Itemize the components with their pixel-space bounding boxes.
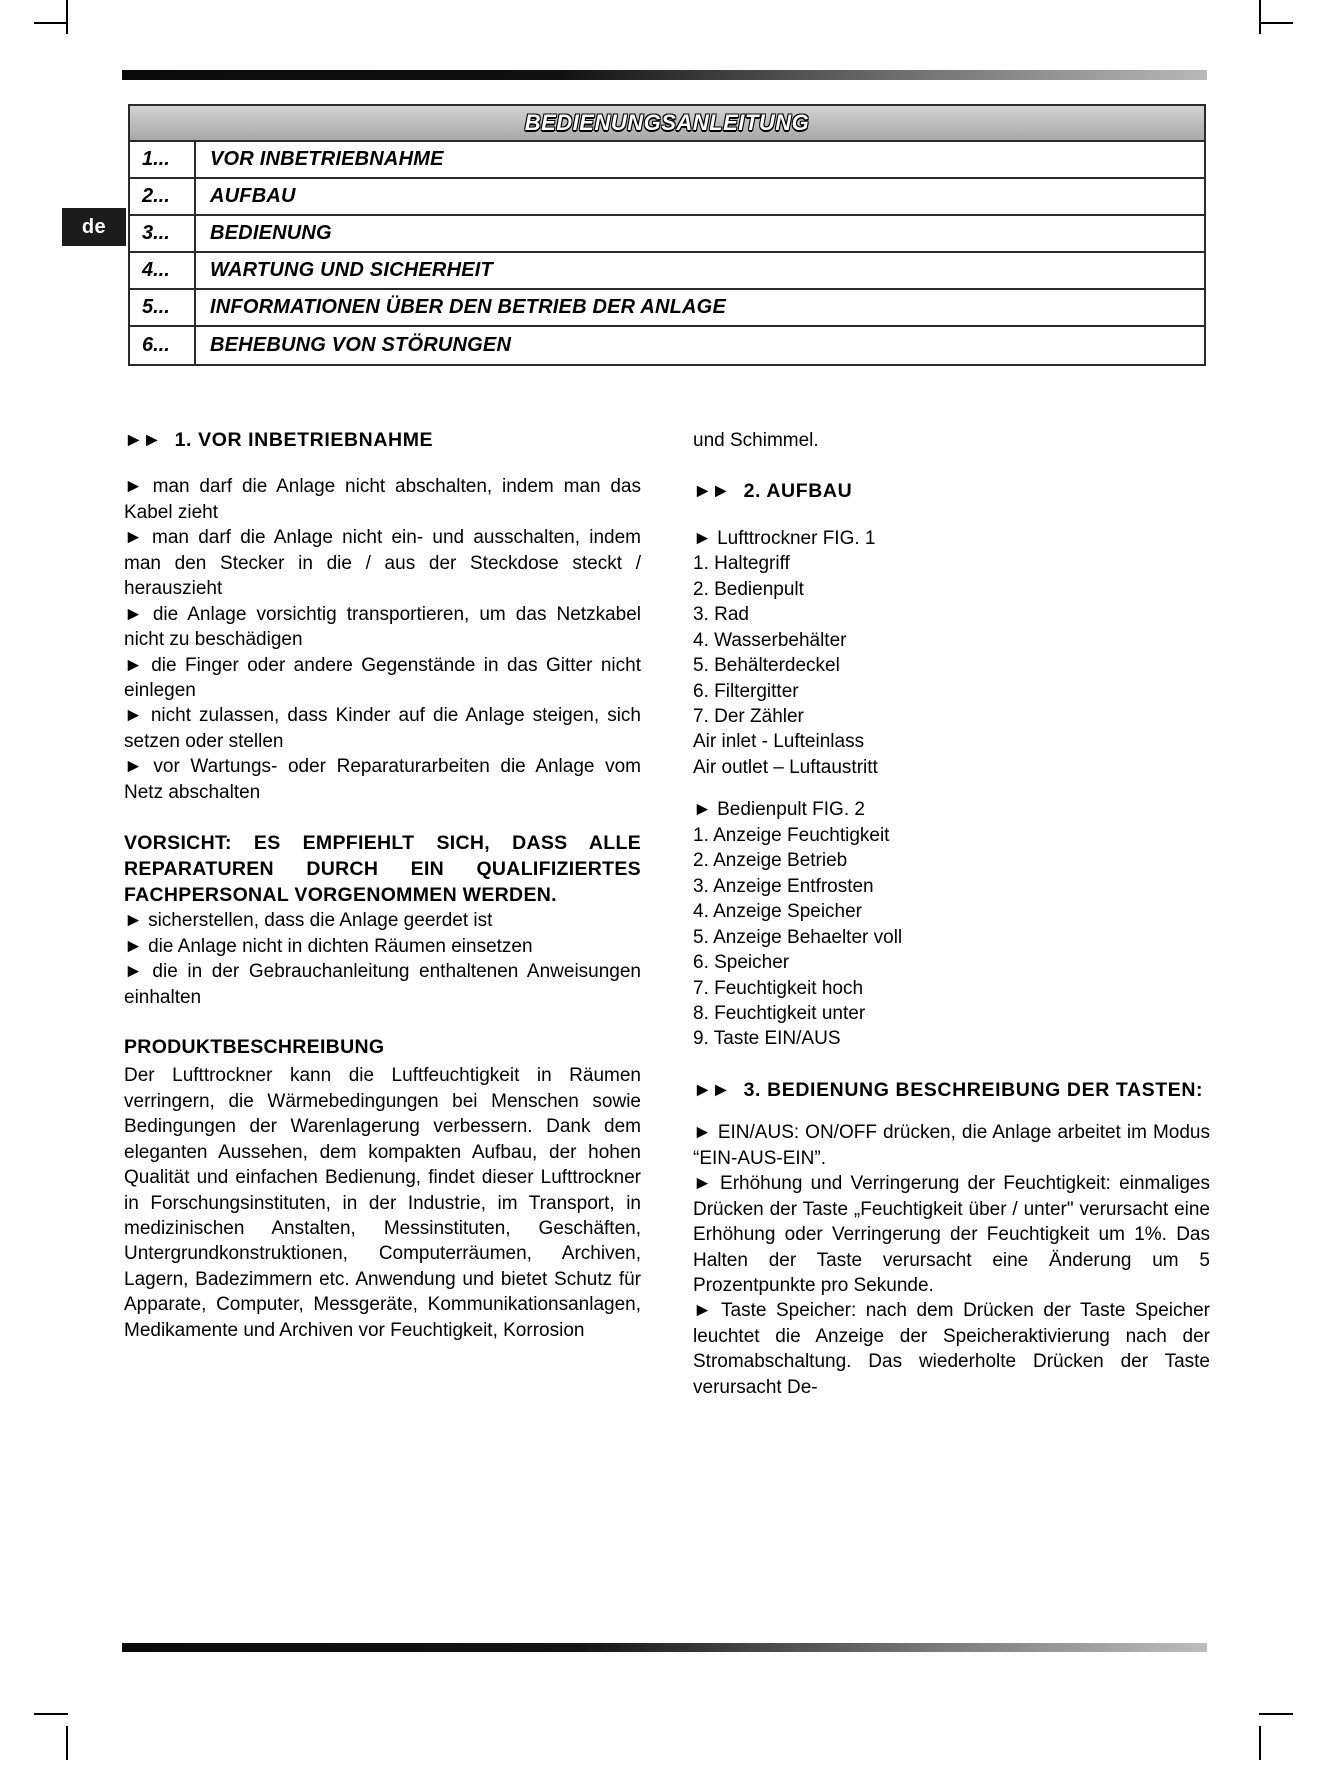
crop-mark-bottom-left-v [66, 1726, 68, 1760]
table-of-contents [128, 104, 1206, 366]
list-item: Air outlet – Luftaustritt [693, 756, 878, 778]
toc-row-label: VOR INBETRIEBNAHME [210, 148, 444, 170]
toc-row-number: 3... [130, 216, 196, 251]
bullet-item: ► Taste Speicher: nach dem Drücken der Taste Speicher leuchtet die Anzeige der Speicheraktivierung nach der Stromabschaltung. Das wiederholte Drücken der Taste verursacht De- [693, 1300, 1210, 1398]
section-heading-2-text: 2. AUFBAU [743, 480, 853, 503]
crop-mark-top-left-v [66, 0, 68, 34]
list-item: 8. Feuchtigkeit unter [693, 1002, 866, 1024]
caution-notice: VORSICHT: ES EMPFIEHLT SICH, DASS ALLE REPARATUREN DURCH EIN QUALIFIZIERTES FACHPERSONAL VORGENOMMEN WERDEN. [124, 832, 641, 906]
list-item: 2. Anzeige Betrieb [693, 850, 848, 872]
list-item: 5. Behälterdeckel [693, 655, 840, 677]
bullet-item: ► die Finger oder andere Gegenstände in das Gitter nicht einlegen [124, 654, 641, 701]
table-row [130, 327, 1204, 364]
list-item: 5. Anzeige Behaelter voll [693, 926, 903, 948]
crop-mark-top-right-h [1259, 22, 1293, 24]
toc-row-label: BEHEBUNG VON STÖRUNGEN [210, 334, 512, 356]
left-column [124, 428, 641, 1400]
spacer [124, 1010, 641, 1036]
list-item: 1. Haltegriff [693, 553, 790, 575]
list-item: 2. Bedienpult [693, 578, 804, 600]
product-description-text: Der Lufttrockner kann die Luftfeuchtigkeit in Räumen verringern, die Wärmebedingungen bei Menschen sowie Bedingungen der Warenlagerung verbessern. Dank dem eleganten Aussehen, dem kompakten Aufbau, der hohen Qualität und einfachen Bedienung, findet dieser Lufttrockner in Forschungsinstituten, in der Industrie, im Transport, in medizinischen Anstalten, Messinstituten, Geschäften, Untergrundkonstruktionen, Computerräumen, Archiven, Lagern, Badezimmern etc. Anwendung und bietet Schutz für Apparate, Computer, Messgeräte, Kommunikationsanlagen, Medikamente und Archiven vor Feuchtigkeit, Korrosion [124, 1065, 641, 1341]
body-columns [124, 428, 1210, 1400]
table-row [130, 253, 1204, 290]
toc-row-label: BEDIENUNG [210, 222, 332, 244]
product-description-heading: PRODUKTBESCHREIBUNG [124, 1036, 385, 1059]
bullet-item: ► man darf die Anlage nicht ein- und ausschalten, indem man den Stecker in die / aus der Steckdose steckt / herauszieht [124, 527, 641, 600]
list-item: 6. Filtergitter [693, 680, 799, 702]
bullet-item: ► sicherstellen, dass die Anlage geerdet ist [124, 910, 493, 932]
crop-mark-top-right-v [1259, 0, 1261, 34]
list-item: Air inlet - Lufteinlass [693, 731, 865, 753]
toc-row-number: 2... [130, 179, 196, 214]
toc-row-number: 1... [130, 142, 196, 177]
fig1-title: ► Lufttrockner FIG. 1 [693, 527, 876, 549]
bullet-item: ► vor Wartungs- oder Reparaturarbeiten die Anlage vom Netz abschalten [124, 756, 641, 803]
list-item: 1. Anzeige Feuchtigkeit [693, 824, 890, 846]
bullet-item: ► die Anlage vorsichtig transportieren, um das Netzkabel nicht zu beschädigen [124, 603, 641, 651]
table-row [130, 216, 1204, 253]
arrow-marker-icon: ►► [693, 1078, 730, 1101]
spacer [693, 780, 1210, 797]
spacer [693, 1052, 1210, 1078]
spacer [124, 805, 641, 831]
section-heading-1 [124, 428, 641, 452]
list-item: 7. Feuchtigkeit hoch [693, 977, 864, 999]
footer-rule [122, 1643, 1207, 1652]
list-item: 3. Rad [693, 604, 749, 626]
list-item: 7. Der Zähler [693, 706, 804, 727]
bullet-item: ► die in der Gebrauchanleitung enthaltenen Anweisungen einhalten [124, 961, 641, 1008]
toc-row-label: WARTUNG UND SICHERHEIT [210, 259, 493, 281]
bullet-item: ► EIN/AUS: ON/OFF drücken, die Anlage arbeitet im Modus “EIN-AUS-EIN”. [693, 1122, 1210, 1169]
language-tab: de [62, 208, 126, 246]
bullet-item: ► die Anlage nicht in dichten Räumen einsetzen [124, 935, 533, 957]
right-column [693, 428, 1210, 1400]
toc-row-number: 6... [130, 327, 196, 364]
section-heading-3 [693, 1078, 1210, 1102]
toc-row-label: INFORMATIONEN ÜBER DEN BETRIEB DER ANLAGE [210, 296, 726, 318]
table-row [130, 142, 1204, 179]
continuation-text: und Schimmel. [693, 430, 819, 451]
section-heading-3-text: 3. BEDIENUNG BESCHREIBUNG DER TASTEN: [743, 1078, 1204, 1101]
toc-row-number: 4... [130, 253, 196, 288]
toc-row-label: AUFBAU [210, 185, 296, 207]
toc-title: BEDIENUNGSANLEITUNG [130, 106, 1204, 142]
fig2-title: ► Bedienpult FIG. 2 [693, 799, 865, 821]
crop-mark-top-left-h [34, 22, 68, 24]
list-item: 6. Speicher [693, 952, 790, 974]
crop-mark-bottom-right-h [1259, 1713, 1293, 1715]
bullet-item: ► Erhöhung und Verringerung der Feuchtigkeit: einmaliges Drücken der Taste „Feuchtigkeit über / unter" verursacht eine Erhöhung oder Verringerung der Feuchtigkeit um 1%. Das Halten der Taste verursacht eine Änderung um 5 Prozentpunkte pro Sekunde. [693, 1173, 1210, 1296]
list-item: 4. Anzeige Speicher [693, 901, 863, 923]
crop-mark-bottom-left-h [34, 1713, 68, 1715]
spacer [693, 453, 1210, 479]
table-row [130, 179, 1204, 216]
arrow-marker-icon: ►► [693, 480, 730, 503]
bullet-item: ► nicht zulassen, dass Kinder auf die Anlage steigen, sich setzen oder stellen [124, 705, 641, 752]
header-rule [122, 70, 1207, 80]
table-row [130, 290, 1204, 327]
section-heading-1-text: 1. VOR INBETRIEBNAHME [174, 429, 434, 451]
list-item: 9. Taste EIN/AUS [693, 1028, 841, 1050]
arrow-marker-icon: ►► [124, 429, 161, 451]
list-item: 4. Wasserbehälter [693, 629, 847, 651]
section-heading-2 [693, 479, 1210, 503]
bullet-item: ► man darf die Anlage nicht abschalten, indem man das Kabel zieht [124, 476, 641, 523]
crop-mark-bottom-right-v [1259, 1726, 1261, 1760]
list-item: 3. Anzeige Entfrosten [693, 875, 874, 897]
toc-row-number: 5... [130, 290, 196, 325]
